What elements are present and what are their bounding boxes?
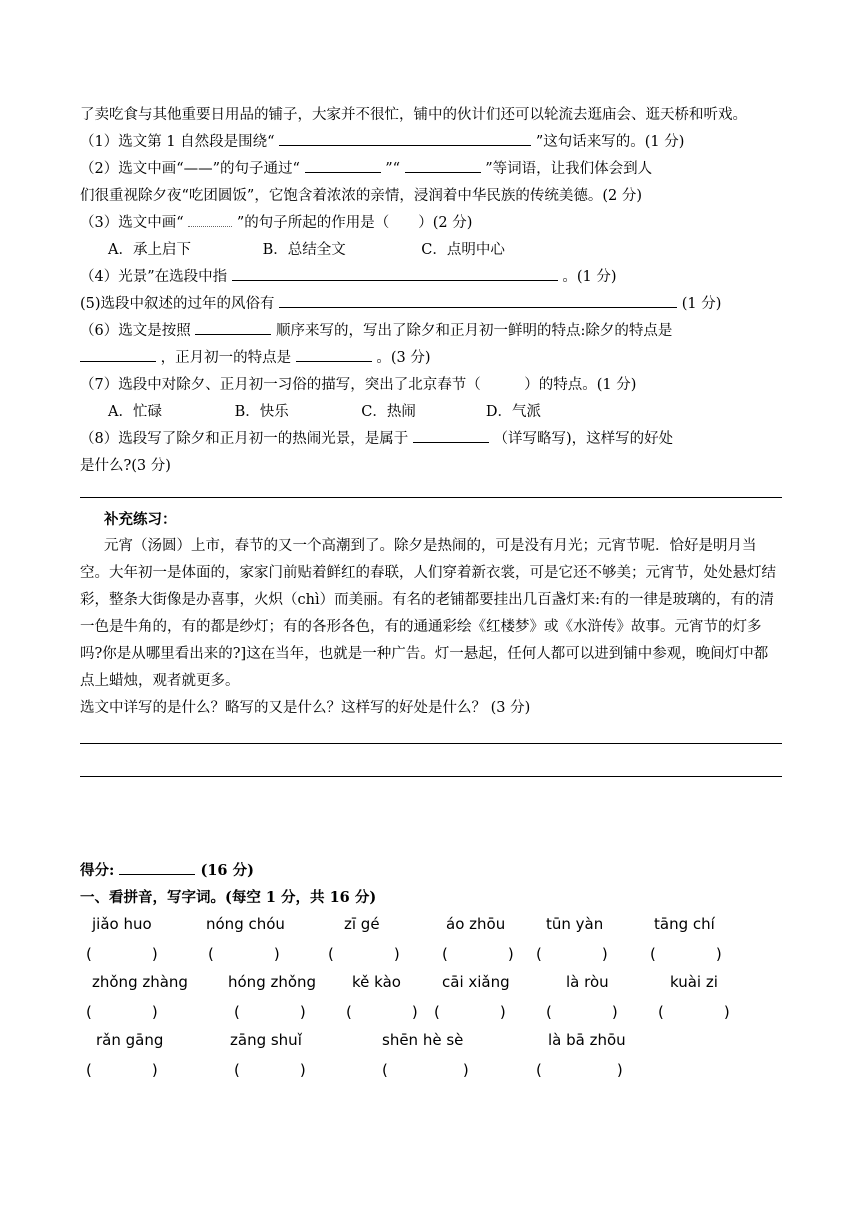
- pinyin-row-3: [80, 1031, 782, 1059]
- q2-text-mid: ”“: [385, 161, 401, 177]
- q3-options: [80, 237, 782, 264]
- pinyin: cāi xiǎng: [442, 973, 510, 991]
- q8-text-end: （详写略写)，这样写的好处: [493, 431, 674, 447]
- answer-box[interactable]: ( ): [86, 1061, 158, 1079]
- q6-text: （6）选文是按照: [80, 323, 191, 339]
- answer-box[interactable]: ( ): [346, 1003, 418, 1021]
- q6-answer-blank-1[interactable]: [195, 319, 271, 335]
- q6-answer-blank-3[interactable]: [296, 346, 372, 362]
- q3-option-a[interactable]: A．承上启下: [108, 242, 191, 258]
- q3-option-b[interactable]: B．总结全文: [262, 242, 346, 258]
- q8-answer-line[interactable]: [80, 496, 782, 498]
- answer-box[interactable]: ( ): [382, 1061, 469, 1079]
- pinyin: rǎn gāng: [96, 1031, 164, 1049]
- q7-options: [80, 399, 782, 426]
- q1-text-end: ”这句话来写的。(1 分): [535, 134, 685, 150]
- q6-answer-blank-2[interactable]: [80, 346, 156, 362]
- q4-text-end: 。(1 分): [562, 269, 617, 285]
- answer-box[interactable]: ( ): [536, 1061, 623, 1079]
- q1-answer-blank[interactable]: [279, 130, 531, 146]
- supplement-answer-line-1[interactable]: [80, 742, 782, 744]
- pinyin: nóng chóu: [206, 915, 285, 933]
- pinyin: là bā zhōu: [548, 1031, 626, 1049]
- q6-text-mid: 顺序来写的，写出了除夕和正月初一鲜明的特点:除夕的特点是: [275, 323, 673, 339]
- q8-text: （8）选段写了除夕和正月初一的热闹光景，是属于: [80, 431, 409, 447]
- pinyin: là ròu: [566, 973, 609, 991]
- question-2: [80, 156, 782, 183]
- q4-text: （4）光景”在选段中指: [80, 269, 228, 285]
- answer-row-1: [80, 943, 782, 973]
- worksheet-page: [80, 102, 782, 1089]
- q2-text-end: ”等词语，让我们体会到人: [485, 161, 653, 177]
- q5-answer-blank[interactable]: [279, 292, 677, 308]
- pinyin-row-2: [80, 973, 782, 1001]
- supplement-passage: 元宵（汤圆）上市，春节的又一个高潮到了。除夕是热闹的，可是没有月光；元宵节呢．恰好是明月当空。大年初一是体面的，家家门前贴着鲜红的春联，人们穿着新衣裳，可是它还不够美；元宵节，处处悬灯结彩，整条大街像是办喜事，火炽（chì）而美丽。有名的老铺都要挂出几百盏灯来:有的一律是玻璃的，有的清一色是牛角的，有的都是纱灯；有的各形各色，有的通通彩绘《红楼梦》或《水浒传》故事。元宵节的灯多吗?你是从哪里看出来的?]这在当年，也就是一种广告。灯一悬起，任何人都可以进到铺中参观，晚间灯中都点上蜡烛，观者就更多。: [80, 538, 776, 689]
- score-label: 得分:: [80, 862, 115, 879]
- q1-text: （1）选文第 1 自然段是围绕“: [80, 134, 275, 150]
- answer-box[interactable]: ( ): [536, 945, 608, 963]
- question-6: [80, 318, 782, 345]
- q8-answer-blank[interactable]: [413, 427, 489, 443]
- answer-box[interactable]: ( ): [442, 945, 514, 963]
- pinyin: kuài zi: [670, 973, 718, 991]
- answer-box[interactable]: ( ): [658, 1003, 730, 1021]
- pinyin: áo zhōu: [446, 915, 506, 933]
- supplement-answer-line-2[interactable]: [80, 775, 782, 777]
- pinyin: zī gé: [344, 915, 380, 933]
- q6-text-mid2: ，正月初一的特点是: [160, 350, 292, 366]
- q2-answer-blank-1[interactable]: [305, 157, 381, 173]
- question-5: [80, 291, 782, 318]
- q3-option-c[interactable]: C．点明中心: [421, 242, 505, 258]
- passage-ending: 了卖吃食与其他重要日用品的铺子，大家并不很忙，铺中的伙计们还可以轮流去逛庙会、逛天桥和听戏。: [80, 107, 747, 123]
- score-blank[interactable]: [119, 859, 195, 875]
- answer-box[interactable]: ( ): [650, 945, 722, 963]
- q7-option-b[interactable]: B．快乐: [234, 404, 289, 420]
- pinyin: zāng shuǐ: [230, 1031, 302, 1049]
- q2-line-2: 们很重视除夕夜“吃团圆饭”，它饱含着浓浓的亲情，浸润着中华民族的传统美德。(2 分): [80, 188, 642, 204]
- pinyin: hóng zhǒng: [228, 973, 317, 991]
- q3-dotted-mark: [188, 211, 232, 227]
- section-1-title: 一、看拼音，写字词。(每空 1 分，共 16 分): [80, 889, 377, 906]
- q4-answer-blank[interactable]: [232, 265, 558, 281]
- answer-row-2: [80, 1001, 782, 1031]
- question-1: [80, 129, 782, 156]
- answer-box[interactable]: ( ): [86, 1003, 158, 1021]
- q7-option-c[interactable]: C．热闹: [361, 404, 416, 420]
- supplement-title: 补充练习：: [104, 511, 177, 528]
- answer-box[interactable]: ( ): [234, 1003, 306, 1021]
- question-8: [80, 426, 782, 453]
- pinyin: tāng chí: [654, 915, 715, 933]
- q5-text: (5)选段中叙述的过年的风俗有: [80, 296, 275, 312]
- question-7: （7）选段中对除夕、正月初一习俗的描写，突出了北京春节（ ）的特点。(1 分): [80, 377, 637, 393]
- answer-box[interactable]: ( ): [208, 945, 280, 963]
- answer-box[interactable]: ( ): [434, 1003, 506, 1021]
- q5-text-end: (1 分): [681, 296, 722, 312]
- pinyin-row-1: [80, 915, 782, 943]
- question-3: [80, 210, 782, 237]
- supplement-question: 选文中详写的是什么？略写的又是什么？这样写的好处是什么？ (3 分): [80, 700, 531, 716]
- q8-line-2: 是什么?(3 分): [80, 458, 171, 474]
- score-total: (16 分): [200, 862, 254, 879]
- answer-box[interactable]: ( ): [86, 945, 158, 963]
- answer-box[interactable]: ( ): [328, 945, 400, 963]
- q3-text: （3）选文中画“: [80, 215, 184, 231]
- q6-line-2: [80, 345, 782, 372]
- question-4: [80, 264, 782, 291]
- pinyin: zhǒng zhàng: [92, 973, 188, 991]
- q2-answer-blank-2[interactable]: [405, 157, 481, 173]
- score-line: [80, 857, 782, 884]
- pinyin: tūn yàn: [546, 915, 604, 933]
- pinyin: shēn hè sè: [382, 1031, 464, 1049]
- answer-box[interactable]: ( ): [234, 1061, 306, 1079]
- pinyin: jiǎo huo: [92, 915, 152, 933]
- pinyin: kě kào: [352, 973, 401, 991]
- answer-row-3: [80, 1059, 782, 1089]
- q2-text: （2）选文中画“——”的句子通过“: [80, 161, 300, 177]
- q7-option-a[interactable]: A．忙碌: [108, 404, 162, 420]
- q7-option-d[interactable]: D．气派: [485, 404, 541, 420]
- q3-text-end: ”的句子所起的作用是（ ）(2 分): [236, 215, 473, 231]
- answer-box[interactable]: ( ): [546, 1003, 618, 1021]
- q6-text-end: 。(3 分): [376, 350, 431, 366]
